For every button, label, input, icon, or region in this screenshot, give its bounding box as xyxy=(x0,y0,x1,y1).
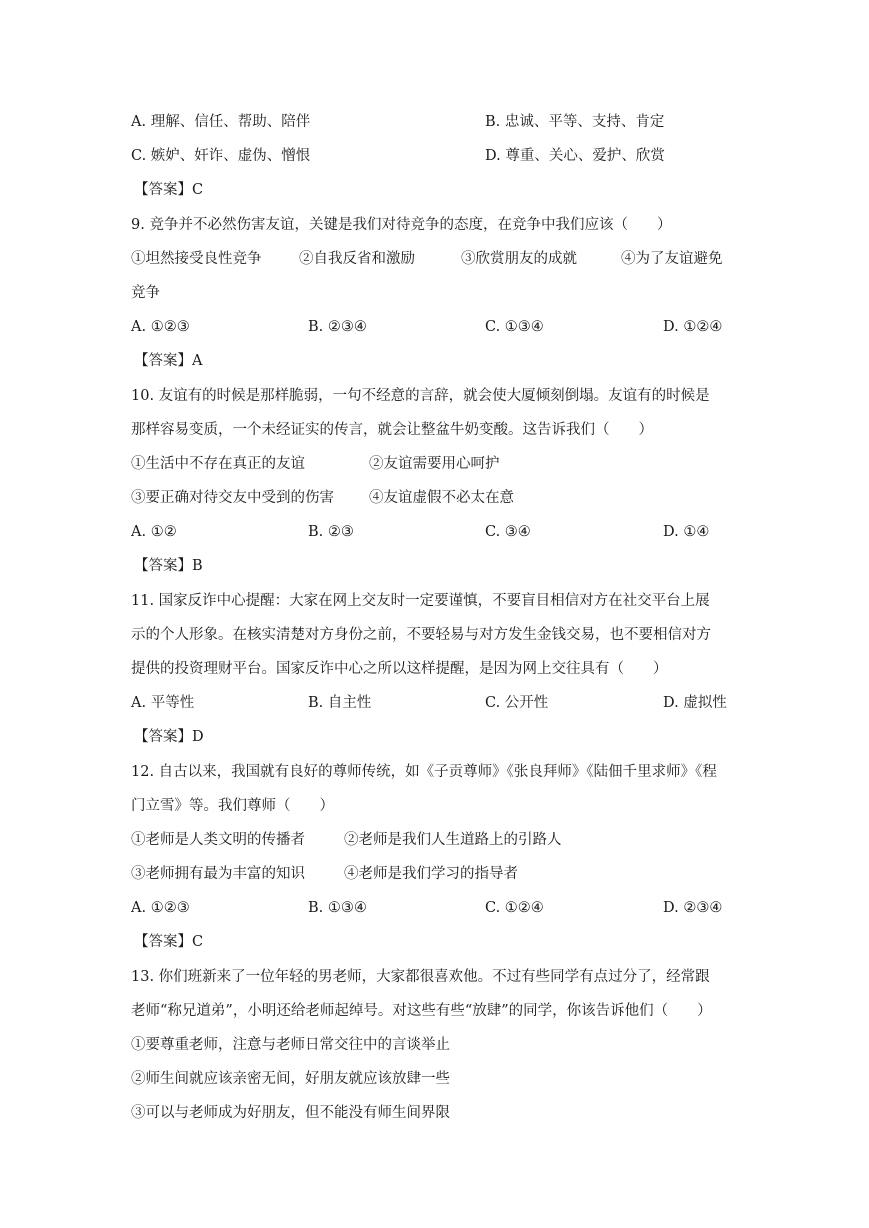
q9-answer: 【答案】A xyxy=(134,353,203,369)
q9-statement-3: ③欣赏朋友的成就 xyxy=(461,251,577,267)
q12-statement-2: ②老师是我们人生道路上的引路人 xyxy=(344,832,562,848)
q10-statements-row-1 xyxy=(131,454,751,474)
q9-statement-4: ④为了友谊避免 xyxy=(621,251,723,267)
q9-options-row xyxy=(131,317,751,337)
q12-statements-row-2 xyxy=(131,864,751,884)
q9-option-a: A. ①②③ xyxy=(131,319,190,335)
q10-option-a: A. ①② xyxy=(131,524,177,540)
q12-statements-row-1 xyxy=(131,830,751,850)
q11-answer: 【答案】D xyxy=(134,729,204,745)
q11-option-d: D. 虚拟性 xyxy=(663,695,727,711)
q8-option-a: A. 理解、信任、帮助、陪伴 xyxy=(131,114,311,130)
q10-option-d: D. ①④ xyxy=(663,524,710,540)
q8-options-row-1 xyxy=(131,112,751,132)
q9-statements-row xyxy=(131,249,751,269)
q12-stem-line-1: 12. 自古以来，我国就有良好的尊师传统，如《子贡尊师》《张良拜师》《陆佃千里求师》《程 xyxy=(131,764,717,780)
q10-option-c: C. ③④ xyxy=(485,524,531,540)
q13-statement-3: ③可以与老师成为好朋友，但不能没有师生间界限 xyxy=(131,1105,450,1121)
q12-option-d: D. ②③④ xyxy=(663,900,723,916)
q10-statement-4: ④友谊虚假不必太在意 xyxy=(369,490,514,506)
q12-statement-3: ③老师拥有最为丰富的知识 xyxy=(131,866,305,882)
q11-option-a: A. 平等性 xyxy=(131,695,195,711)
q10-statement-2: ②友谊需要用心呵护 xyxy=(369,456,500,472)
q12-options-row xyxy=(131,898,751,918)
q10-stem-line-2: 那样容易变质，一个未经证实的传言，就会让整盆牛奶变酸。这告诉我们（ ） xyxy=(131,422,653,438)
q12-option-b: B. ①③④ xyxy=(308,900,367,916)
q9-option-b: B. ②③④ xyxy=(308,319,367,335)
q9-option-c: C. ①③④ xyxy=(485,319,544,335)
q12-option-a: A. ①②③ xyxy=(131,900,190,916)
q8-option-b: B. 忠诚、平等、支持、肯定 xyxy=(485,114,665,130)
q13-stem-line-1: 13. 你们班新来了一位年轻的男老师，大家都很喜欢他。不过有些同学有点过分了，经常跟 xyxy=(131,969,710,985)
q10-stem-line-1: 10. 友谊有的时候是那样脆弱，一句不经意的言辞，就会使大厦倾刻倒塌。友谊有的时候是 xyxy=(131,388,710,404)
q8-options-row-2 xyxy=(131,146,751,166)
q11-stem-line-3: 提供的投资理财平台。国家反诈中心之所以这样提醒，是因为网上交往具有（ ） xyxy=(131,661,668,677)
q12-answer: 【答案】C xyxy=(134,934,204,950)
q11-option-b: B. 自主性 xyxy=(308,695,372,711)
q12-statement-4: ④老师是我们学习的指导者 xyxy=(344,866,518,882)
q10-statements-row-2 xyxy=(131,488,751,508)
q11-stem-line-2: 示的个人形象。在核实清楚对方身份之前，不要轻易与对方发生金钱交易，也不要相信对方 xyxy=(131,627,711,643)
q10-options-row xyxy=(131,522,751,542)
q10-answer: 【答案】B xyxy=(134,558,203,574)
q13-statement-1: ①要尊重老师，注意与老师日常交往中的言谈举止 xyxy=(131,1037,450,1053)
q12-stem-line-2: 门立雪》等。我们尊师（ ） xyxy=(131,798,334,814)
q9-stem: 9. 竞争并不必然伤害友谊，关键是我们对待竞争的态度，在竞争中我们应该（ ） xyxy=(131,217,672,233)
q9-statement-1: ①坦然接受良性竞争 xyxy=(131,251,262,267)
q9-statement-4-cont: 竞争 xyxy=(131,285,160,301)
q11-options-row xyxy=(131,693,751,713)
q11-option-c: C. 公开性 xyxy=(485,695,549,711)
q12-statement-1: ①老师是人类文明的传播者 xyxy=(131,832,305,848)
q12-option-c: C. ①②④ xyxy=(485,900,544,916)
q9-option-d: D. ①②④ xyxy=(663,319,723,335)
q11-stem-line-1: 11. 国家反诈中心提醒：大家在网上交友时一定要谨慎，不要盲目相信对方在社交平台上展 xyxy=(131,593,710,609)
q8-option-d: D. 尊重、关心、爱护、欣赏 xyxy=(485,148,665,164)
q8-option-c: C. 嫉妒、奸诈、虚伪、憎恨 xyxy=(131,148,311,164)
q13-stem-line-2: 老师“称兄道弟”，小明还给老师起绰号。对这些有些“放肆”的同学，你该告诉他们（ ） xyxy=(131,1003,712,1019)
q10-statement-3: ③要正确对待交友中受到的伤害 xyxy=(131,490,334,506)
q8-answer: 【答案】C xyxy=(134,182,204,198)
q9-statement-2: ②自我反省和激励 xyxy=(299,251,415,267)
q10-option-b: B. ②③ xyxy=(308,524,354,540)
q13-statement-2: ②师生间就应该亲密无间，好朋友就应该放肆一些 xyxy=(131,1071,450,1087)
q10-statement-1: ①生活中不存在真正的友谊 xyxy=(131,456,305,472)
